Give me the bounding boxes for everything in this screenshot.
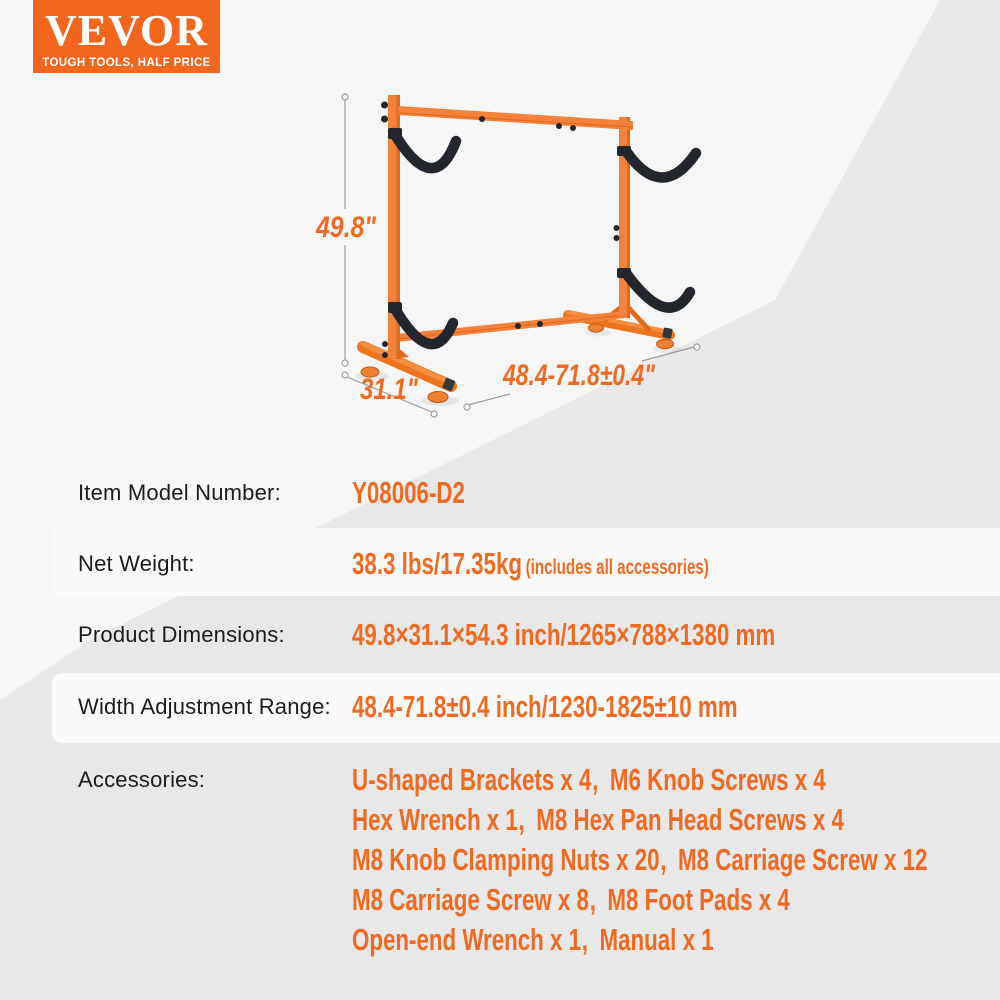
model-value: Y08006-D2 — [352, 475, 465, 510]
base-end-cap — [662, 327, 673, 339]
width-dimension-label: 48.4-71.8±0.4" — [502, 359, 656, 392]
dimensions-value: 49.8×31.1×54.3 inch/1265×788×1380 mm — [352, 617, 776, 652]
accessories-list — [352, 760, 1000, 960]
width-adjustment-value: 48.4-71.8±0.4 inch/1230-1825±10 mm — [352, 689, 738, 724]
accessory-item: M8 Knob Clamping Nuts x 20 — [352, 842, 660, 877]
foam-arm-upper-left — [394, 133, 456, 168]
foam-arms — [388, 128, 696, 344]
height-dimension-label: 49.8" — [315, 211, 377, 244]
accessory-item: M8 Foot Pads x 4 — [607, 882, 790, 917]
model-label: Item Model Number: — [78, 480, 281, 505]
accessory-item: M6 Knob Screws x 4 — [609, 762, 826, 797]
accessory-item: M8 Hex Pan Head Screws x 4 — [536, 802, 844, 837]
weight-value-text: 38.3 lbs/17.35kg — [352, 546, 522, 581]
bar-clamp-knob — [556, 123, 562, 129]
enumeration-comma — [518, 802, 536, 837]
accessory-item: U-shaped Brackets x 4 — [352, 762, 592, 797]
enumeration-comma — [591, 762, 609, 797]
foot-pad — [428, 392, 448, 403]
post-knob — [614, 235, 620, 241]
logo-tagline: TOUGH TOOLS, HALF PRICE — [42, 57, 211, 69]
accessory-item: Manual x 1 — [599, 922, 714, 957]
depth-dimension-label: 31.1" — [360, 373, 419, 406]
weight-note: (includes all accessories) — [525, 556, 709, 579]
foam-arm-upper-right — [626, 151, 696, 178]
post-knob — [382, 352, 388, 358]
post-knob — [382, 341, 388, 347]
foot-pad — [589, 324, 604, 332]
dimensions-label: Product Dimensions: — [78, 622, 285, 647]
top-bar — [398, 106, 633, 130]
accessory-item: Hex Wrench x 1 — [352, 802, 518, 837]
width-adjustment-label: Width Adjustment Range: — [78, 694, 331, 719]
post-knob — [614, 225, 620, 231]
accessory-item: M8 Carriage Screw x 8 — [352, 882, 589, 917]
width-dimension-line — [468, 394, 510, 405]
accessories-line — [352, 760, 1000, 800]
logo-wordmark: VEVOR — [44, 6, 209, 55]
enumeration-comma — [581, 922, 599, 957]
bar-clamp-knob — [479, 116, 485, 122]
product-diagram — [310, 85, 720, 435]
post-knob — [381, 116, 388, 123]
enumeration-comma — [589, 882, 607, 917]
accessories-line — [352, 920, 1000, 960]
post-knob — [381, 102, 388, 109]
rail-clamp-knob — [515, 323, 521, 329]
accessory-item: M8 Carriage Screw x 12 — [678, 842, 928, 877]
foam-arm-lower-right — [626, 273, 690, 308]
accessories-label: Accessories: — [78, 767, 206, 792]
enumeration-comma — [660, 842, 678, 877]
weight-value — [352, 546, 848, 582]
weight-label: Net Weight: — [78, 551, 195, 576]
accessory-item: Open-end Wrench x 1 — [352, 922, 582, 957]
bar-clamp-knob — [570, 125, 576, 131]
rack-frame — [361, 95, 674, 403]
accessories-line — [352, 840, 1000, 880]
rail-clamp-knob — [537, 321, 543, 327]
vevor-logo — [33, 0, 220, 73]
accessories-line — [352, 880, 1000, 920]
accessories-line — [352, 800, 1000, 840]
foot-pad — [657, 339, 674, 348]
